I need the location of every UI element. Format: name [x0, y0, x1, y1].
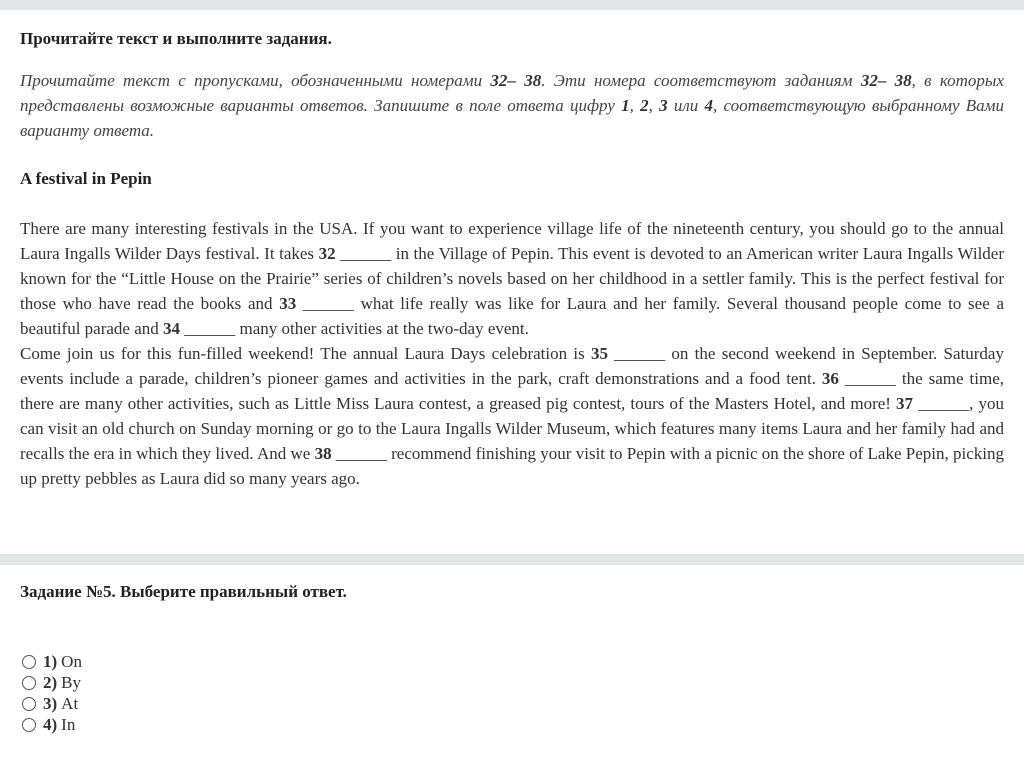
- passage: [20, 216, 1004, 491]
- reading-block: [0, 10, 1024, 491]
- radio-button[interactable]: [22, 655, 36, 669]
- passage-text: There are many interesting festivals in the USA. If you want to experience village life of the nineteenth century, you should go to the annual Laura Ingalls Wilder Days festival. It takes: [20, 219, 1004, 263]
- instr-digit: 2: [640, 96, 649, 115]
- gap-number: 32: [318, 244, 336, 263]
- answer-options: [20, 651, 82, 735]
- instr-range: 32– 38: [860, 71, 912, 90]
- gap-number: 36: [821, 369, 839, 388]
- gap-number: 38: [314, 444, 332, 463]
- answer-option-1[interactable]: [20, 651, 82, 672]
- passage-text: ______ in the Village of Pepin. This event is devoted to an American writer Laura Ingalls Wilder known for the “Little House on the Prairie” series of children’s novels based on her childhood in a settler family. This is the perfect festival for those who have read the books and: [20, 244, 1005, 313]
- radio-button[interactable]: [22, 718, 36, 732]
- passage-text: ______, you can visit an old church on Sunday morning or go to the Laura Ingalls Wilder Museum, which features many items Laura and her family had and recalls the era in which they lived. And we: [20, 394, 1005, 463]
- option-label: On: [61, 651, 82, 671]
- task-title: Задание №5. Выберите правильный ответ.: [20, 582, 347, 601]
- section-heading: Прочитайте текст и выполните задания.: [20, 29, 332, 48]
- instr-text: . Эти номера соответствуют заданиям: [541, 71, 861, 90]
- instr-text: , в которых представлены возможные варианты ответов. Запишите в поле ответа цифру: [20, 71, 1004, 115]
- top-divider: [0, 0, 1024, 10]
- gap-number: 37: [896, 394, 914, 413]
- radio-button[interactable]: [22, 697, 36, 711]
- instr-range: 32– 38: [490, 71, 542, 90]
- instr-text: ,: [648, 96, 660, 115]
- option-number: 1): [43, 651, 58, 671]
- answer-option-2[interactable]: [20, 672, 82, 693]
- radio-button[interactable]: [22, 676, 36, 690]
- option-label: At: [61, 693, 79, 713]
- option-number: 4): [43, 714, 58, 734]
- answer-option-3[interactable]: [20, 693, 82, 714]
- instr-digit: 4: [704, 96, 713, 115]
- passage-text: ______ what life really was like for Laura and her family. Several thousand people come to see a beautiful parade and: [20, 294, 1004, 338]
- passage-text: ______ recommend finishing your visit to Pepin with a picnic on the shore of Lake Pepin, picking up pretty pebbles as Laura did so many years ago.: [20, 444, 1004, 488]
- passage-text: ______ the same time, there are many other activities, such as Little Miss Laura contest, a greased pig contest, tours of the Masters Hotel, and more!: [20, 369, 1004, 413]
- instr-text: или: [667, 96, 705, 115]
- answer-option-4[interactable]: [20, 714, 82, 735]
- section-divider: [0, 554, 1024, 565]
- gap-number: 33: [279, 294, 297, 313]
- passage-text: ______ on the second weekend in September. Saturday events include a parade, children’s pioneer games and activities in the park, craft demonstrations and a food tent.: [20, 344, 1004, 388]
- option-label: In: [61, 714, 76, 734]
- task-block: [20, 581, 1004, 603]
- gap-number: 34: [163, 319, 181, 338]
- instructions: [20, 68, 1004, 143]
- instr-digit: 3: [659, 96, 668, 115]
- instr-text: , соответствующую выбранному Вами варианту ответа.: [20, 96, 1005, 140]
- option-label: By: [61, 672, 82, 692]
- text-title: A festival in Pepin: [20, 169, 152, 188]
- instr-text: ,: [629, 96, 641, 115]
- passage-text: ______ many other activities at the two-day event.: [180, 319, 529, 338]
- option-number: 3): [43, 693, 58, 713]
- instr-digit: 1: [621, 96, 630, 115]
- passage-text: Come join us for this fun-filled weekend! The annual Laura Days celebration is: [20, 344, 591, 363]
- option-number: 2): [43, 672, 58, 692]
- gap-number: 35: [590, 344, 608, 363]
- instr-text: Прочитайте текст с пропусками, обозначенными номерами: [20, 71, 491, 90]
